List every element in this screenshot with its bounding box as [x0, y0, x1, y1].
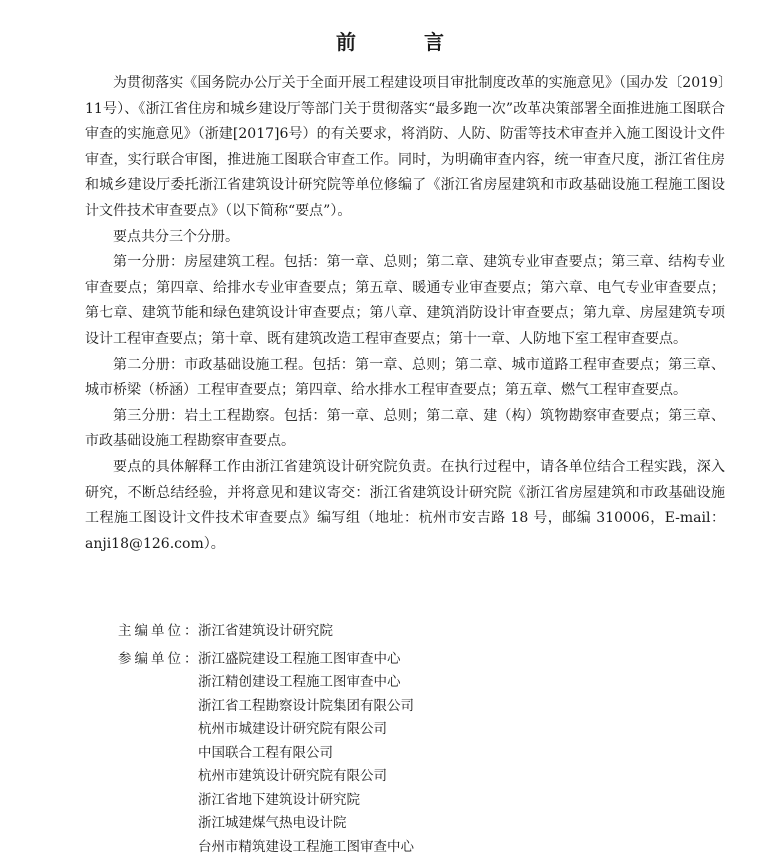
paragraph-volumes: 要点共分三个分册。 [113, 228, 239, 245]
chief-editor-label: 主编单位： [118, 623, 201, 639]
participant-unit: 浙江盛院建设工程施工图审查中心 [198, 650, 401, 667]
chief-editor-row [118, 620, 414, 644]
participant-unit: 台州市精筑建设工程施工图审查中心 [198, 838, 414, 855]
paragraph-volume-2: 第二分册：市政基础设施工程。包括：第一章、总则；第二章、城市道路工程审查要点；第三章、城市桥梁（桥涵）工程审查要点；第四章、给水排水工程审查要点；第五章、燃气工程审查要点。 [85, 356, 725, 399]
preface-body [85, 71, 725, 557]
paragraph-intro: 为贯彻落实《国务院办公厅关于全面开展工程建设项目审批制度改革的实施意见》（国办发〔2019〕11号）、《浙江省住房和城乡建设厅等部门关于贯彻落实“最多跑一次”改革决策部署全面推进施工图联合审查的实施意见》（浙建[2017]6号）的有关要求，将消防、人防、防雷等技术审查并入施工图设计文件审查，实行联合审图，推进施工图联合审查工作。同时，为明确审查内容，统一审查尺度，浙江省住房和城乡建设厅委托浙江省建筑设计研究院等单位修编了《浙江省房屋建筑和市政基础设施工程施工图设计文件技术审查要点》（以下简称“要点”）。 [85, 75, 725, 219]
participant-unit: 中国联合工程有限公司 [198, 744, 333, 761]
page-title: 前 言 [336, 30, 468, 54]
participants-label: 参编单位： [118, 650, 201, 667]
participant-unit: 浙江省地下建筑设计研究院 [198, 791, 360, 808]
participants-row [118, 648, 414, 860]
paragraph-volume-1: 第一分册：房屋建筑工程。包括：第一章、总则；第二章、建筑专业审查要点；第三章、结构专业审查要点；第四章、给排水专业审查要点；第五章、暖通专业审查要点；第六章、电气专业审查要点；第七章、建筑节能和绿色建筑设计审查要点；第八章、建筑消防设计审查要点；第九章、房屋建筑专项设计工程审查要点；第十章、既有建筑改造工程审查要点；第十一章、人防地下室工程审查要点。 [85, 254, 725, 347]
chief-editor-unit: 浙江省建筑设计研究院 [198, 623, 333, 639]
credits [118, 620, 414, 859]
participant-unit: 浙江省工程勘察设计院集团有限公司 [198, 697, 414, 714]
paragraph-volume-3: 第三分册：岩土工程勘察。包括：第一章、总则；第二章、建（构）筑物勘察审查要点；第三章、市政基础设施工程勘察审查要点。 [85, 407, 725, 450]
participant-unit: 杭州市城建设计研究院有限公司 [198, 721, 387, 737]
participant-unit: 浙江精创建设工程施工图审查中心 [198, 674, 401, 690]
participant-unit: 杭州市建筑设计研究院有限公司 [198, 768, 387, 784]
participants-list [198, 648, 414, 860]
paragraph-contact: 要点的具体解释工作由浙江省建筑设计研究院负责。在执行过程中，请各单位结合工程实践，深入研究，不断总结经验，并将意见和建议寄交：浙江省建筑设计研究院《浙江省房屋建筑和市政基础设施工程施工图设计文件技术审查要点》编写组（地址：杭州市安吉路 18 号，邮编 310006，E-mail：anji18@126.com）。 [85, 458, 725, 552]
participant-unit: 浙江城建煤气热电设计院 [198, 815, 347, 831]
